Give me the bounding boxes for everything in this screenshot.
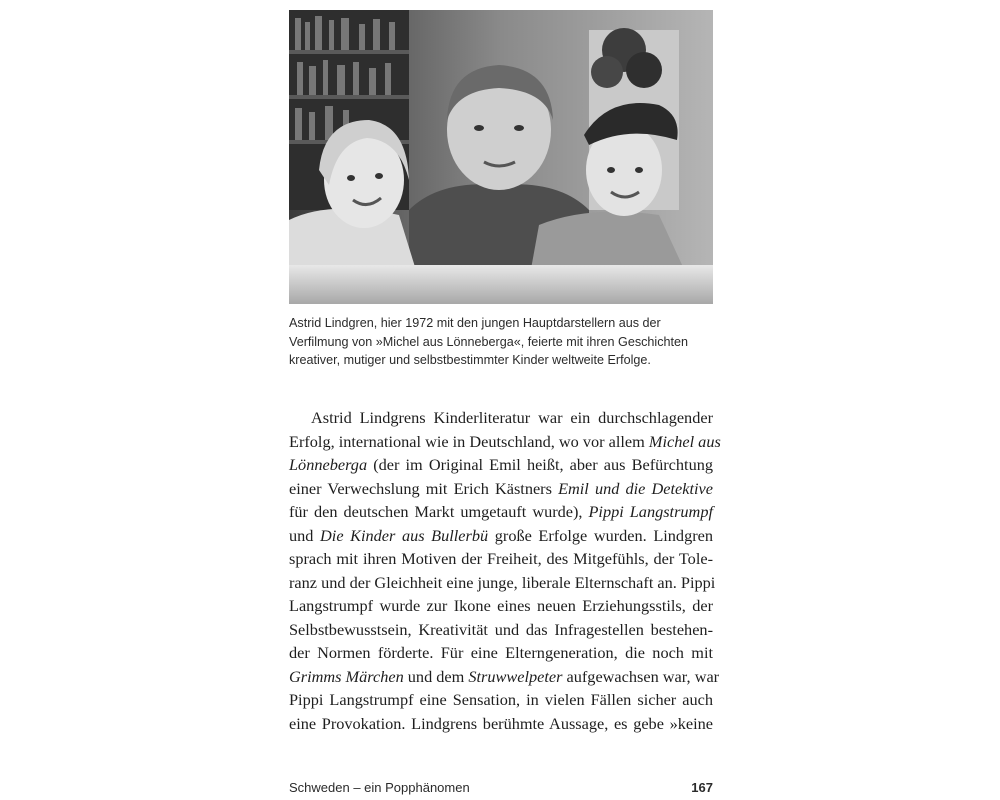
text-line: Pippi Langstrumpf eine Sensation, in vielen Fällen sicher auch <box>289 690 713 709</box>
text-line: Langstrumpf wurde zur Ikone eines neuen Erziehungsstils, der <box>289 596 713 615</box>
text-line: einer Verwechslung mit Erich Kästners Emil und die Detektive <box>289 478 713 498</box>
running-title: Schweden – ein Popphänomen <box>289 780 470 795</box>
text-line: sprach mit ihren Motiven der Freiheit, des Mitgefühls, der Tole- <box>289 549 713 568</box>
text-line: für den deutschen Markt umgetauft wurde), Pippi Langstrumpf <box>289 502 713 521</box>
text-line: eine Provokation. Lindgrens berühmte Aussage, es gebe »keine <box>289 713 713 733</box>
text-line: Astrid Lindgrens Kinderliteratur war ein durchschlagender <box>311 408 713 427</box>
book-page <box>289 0 721 800</box>
text-line: Grimms Märchen und dem Struwwelpeter aufgewachsen war, war <box>289 666 720 686</box>
caption-line: Astrid Lindgren, hier 1972 mit den jungen Hauptdarstellern aus der <box>289 316 661 330</box>
text-line: Erfolg, international wie in Deutschland, wo vor allem Michel aus <box>289 431 721 451</box>
page-number: 167 <box>691 780 713 795</box>
text-line: Lönneberga (der im Original Emil heißt, aber aus Befürchtung <box>289 455 713 474</box>
photo-caption <box>289 314 713 370</box>
text-line: der Normen förderte. Für eine Elterngeneration, die noch mit <box>289 643 713 662</box>
text-line: ranz und der Gleichheit eine junge, liberale Elternschaft an. Pippi <box>289 572 716 592</box>
page-footer <box>289 780 713 800</box>
text-line: Selbstbewusstsein, Kreativität und das Infragestellen bestehen- <box>289 619 713 639</box>
photo-astrid-lindgren-with-children <box>289 10 713 304</box>
body-paragraph <box>289 406 721 735</box>
caption-line: Verfilmung von »Michel aus Lönneberga«, feierte mit ihren Geschichten <box>289 334 689 349</box>
caption-line: kreativer, mutiger und selbstbestimmter Kinder weltweite Erfolge. <box>289 353 651 367</box>
text-line: und Die Kinder aus Bullerbü große Erfolge wurden. Lindgren <box>289 525 714 545</box>
bench-rail-shape <box>289 265 713 304</box>
